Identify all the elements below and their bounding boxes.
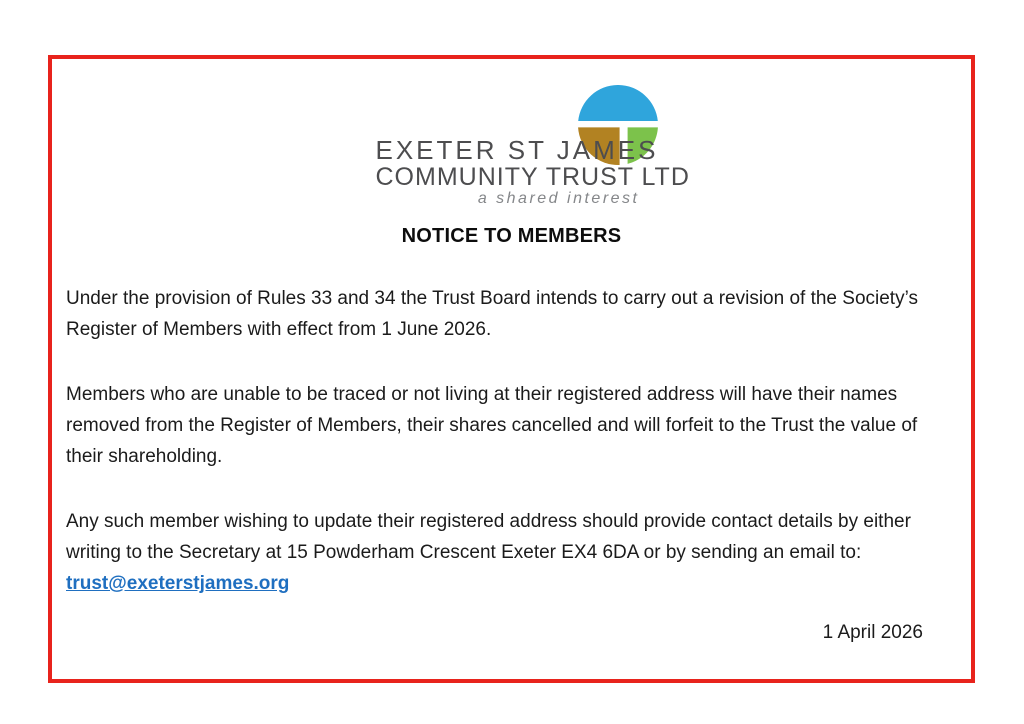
logo-tagline: a shared interest <box>477 190 640 207</box>
notice-document <box>48 55 975 683</box>
paragraph-removal: Members who are unable to be traced or not living at their registered address will have their names removed from the Register of Members, their shares cancelled and will forfeit to the Trust the value of their shareholding. <box>66 384 918 467</box>
logo-name-line1: EXETER ST JAMES <box>375 135 659 165</box>
paragraph-revision: Under the provision of Rules 33 and 34 the Trust Board intends to carry out a revision of the Society’s Register of Members with effect from 1 June 2026. <box>66 288 918 340</box>
logo-name-line2: COMMUNITY TRUST LTD <box>375 163 690 191</box>
organization-logo <box>366 85 690 207</box>
notice-body <box>52 283 971 648</box>
paragraph-contact-text: Any such member wishing to update their registered address should provide contact details by either writing to the Secretary at 15 Powderham Crescent Exeter EX4 6DA or by sending an email to: <box>66 511 911 563</box>
email-link[interactable]: trust@exeterstjames.org <box>66 573 290 594</box>
notice-heading: NOTICE TO MEMBERS <box>401 225 622 247</box>
logo-top-semicircle <box>578 85 658 121</box>
paragraph-contact <box>66 506 935 599</box>
notice-date: 1 April 2026 <box>822 622 923 643</box>
